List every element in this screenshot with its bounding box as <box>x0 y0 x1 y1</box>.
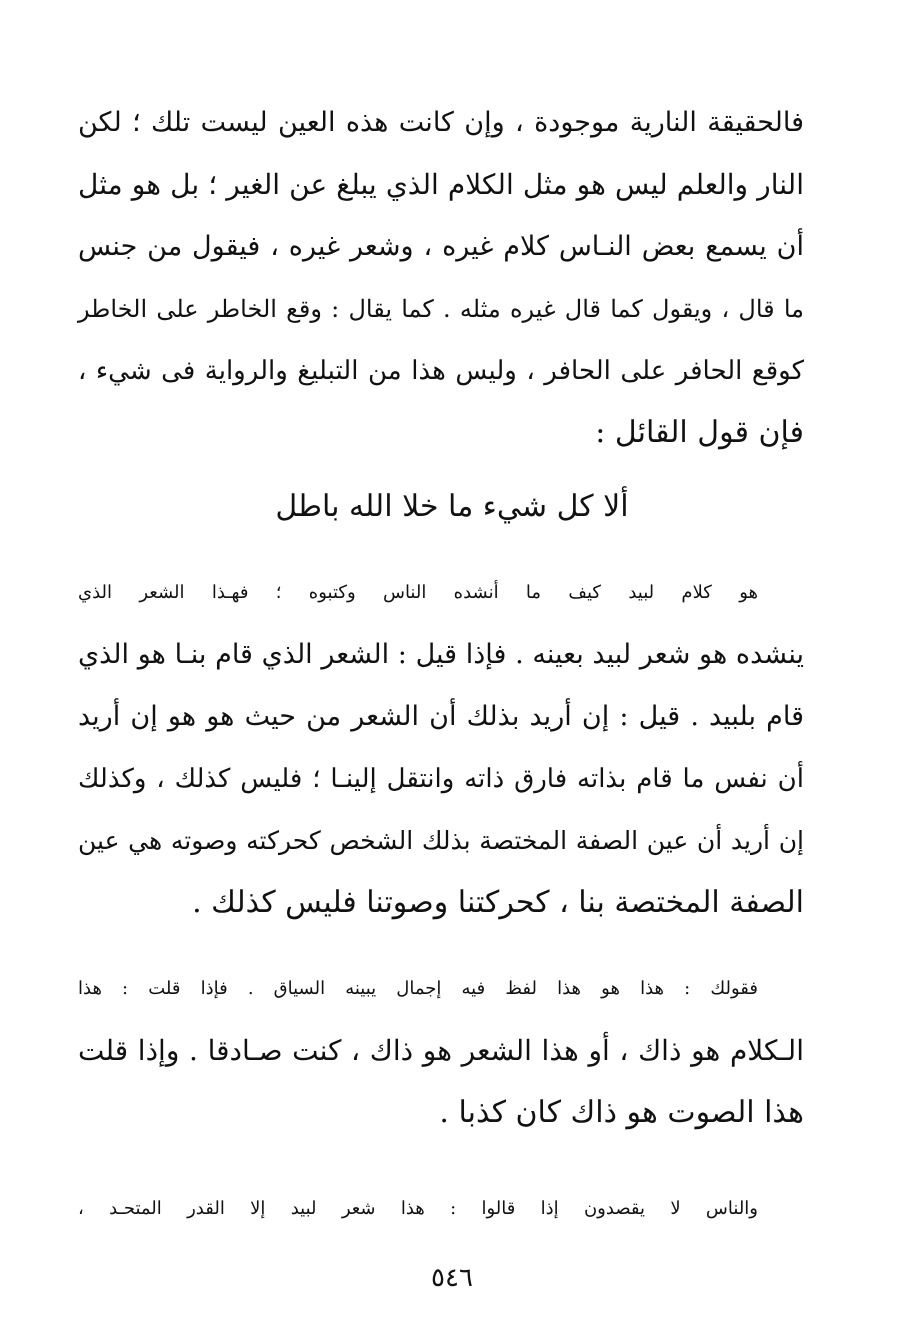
text-line: هو كلام لبيد كيف ما أنشده الناس وكتبوه ؛ فهـذا الشعر الذي <box>78 582 758 603</box>
text-line: أن يسمع بعض النـاس كلام غيره ، وشعر غيره ، فيقول من جنس <box>78 231 804 262</box>
page-number: ٥٤٦ <box>431 1263 473 1293</box>
poetry-verse: ألا كل شيء ما خلا الله باطل <box>275 489 629 524</box>
text-line: الصفة المختصة بنا ، كحركتنا وصوتنا فليس كذلك . <box>192 885 804 920</box>
paragraph-1 <box>78 92 804 464</box>
text-line: والناس لا يقصدون إذا قالوا : هذا شعر لبيد إلا القدر المتحـد ، <box>78 1198 758 1219</box>
text-line: ما قال ، ويقول كما قال غيره مثله . كما يقال : وقع الخاطر على الخاطر <box>78 295 804 323</box>
text-line: قام بلبيد . قيل : إن أريد بذلك أن الشعر من حيث هو هو إن أريد <box>78 701 804 732</box>
text-line: فالحقيقة النارية موجودة ، وإن كانت هذه العين ليست تلك ؛ لكن <box>78 107 804 138</box>
text-line: كوقع الحافر على الحافر ، وليس هذا من التبليغ والرواية فى شيء ، <box>78 356 804 386</box>
text-line: النار والعلم ليس هو مثل الكلام الذي يبلغ عن الغير ؛ بل هو مثل <box>78 168 804 201</box>
text-line: فقولك : هذا هو هذا لفظ فيه إجمال يبينه السياق . فإذا قلت : هذا <box>78 978 758 999</box>
text-line: هذا الصوت هو ذاك كان كذبا . <box>439 1095 804 1130</box>
text-line: ينشده هو شعر لبيد بعينه . فإذا قيل : الشعر الذي قام بنـا هو الذي <box>78 639 804 670</box>
paragraph-3 <box>78 958 804 1144</box>
text-line: فإن قول القائل : <box>595 415 804 450</box>
text-line: أن نفس ما قام بذاته فارق ذاته وانتقل إلينـا ؛ فليس كذلك ، وكذلك <box>78 764 804 794</box>
paragraph-4 <box>78 1178 804 1240</box>
text-line: الـكلام هو ذاك ، أو هذا الشعر هو ذاك ، كنت صـادقا . وإذا قلت <box>78 1034 804 1067</box>
text-line: إن أريد أن عين الصفة المختصة بذلك الشخص كحركته وصوته هي عين <box>78 826 804 855</box>
paragraph-2 <box>78 562 804 934</box>
